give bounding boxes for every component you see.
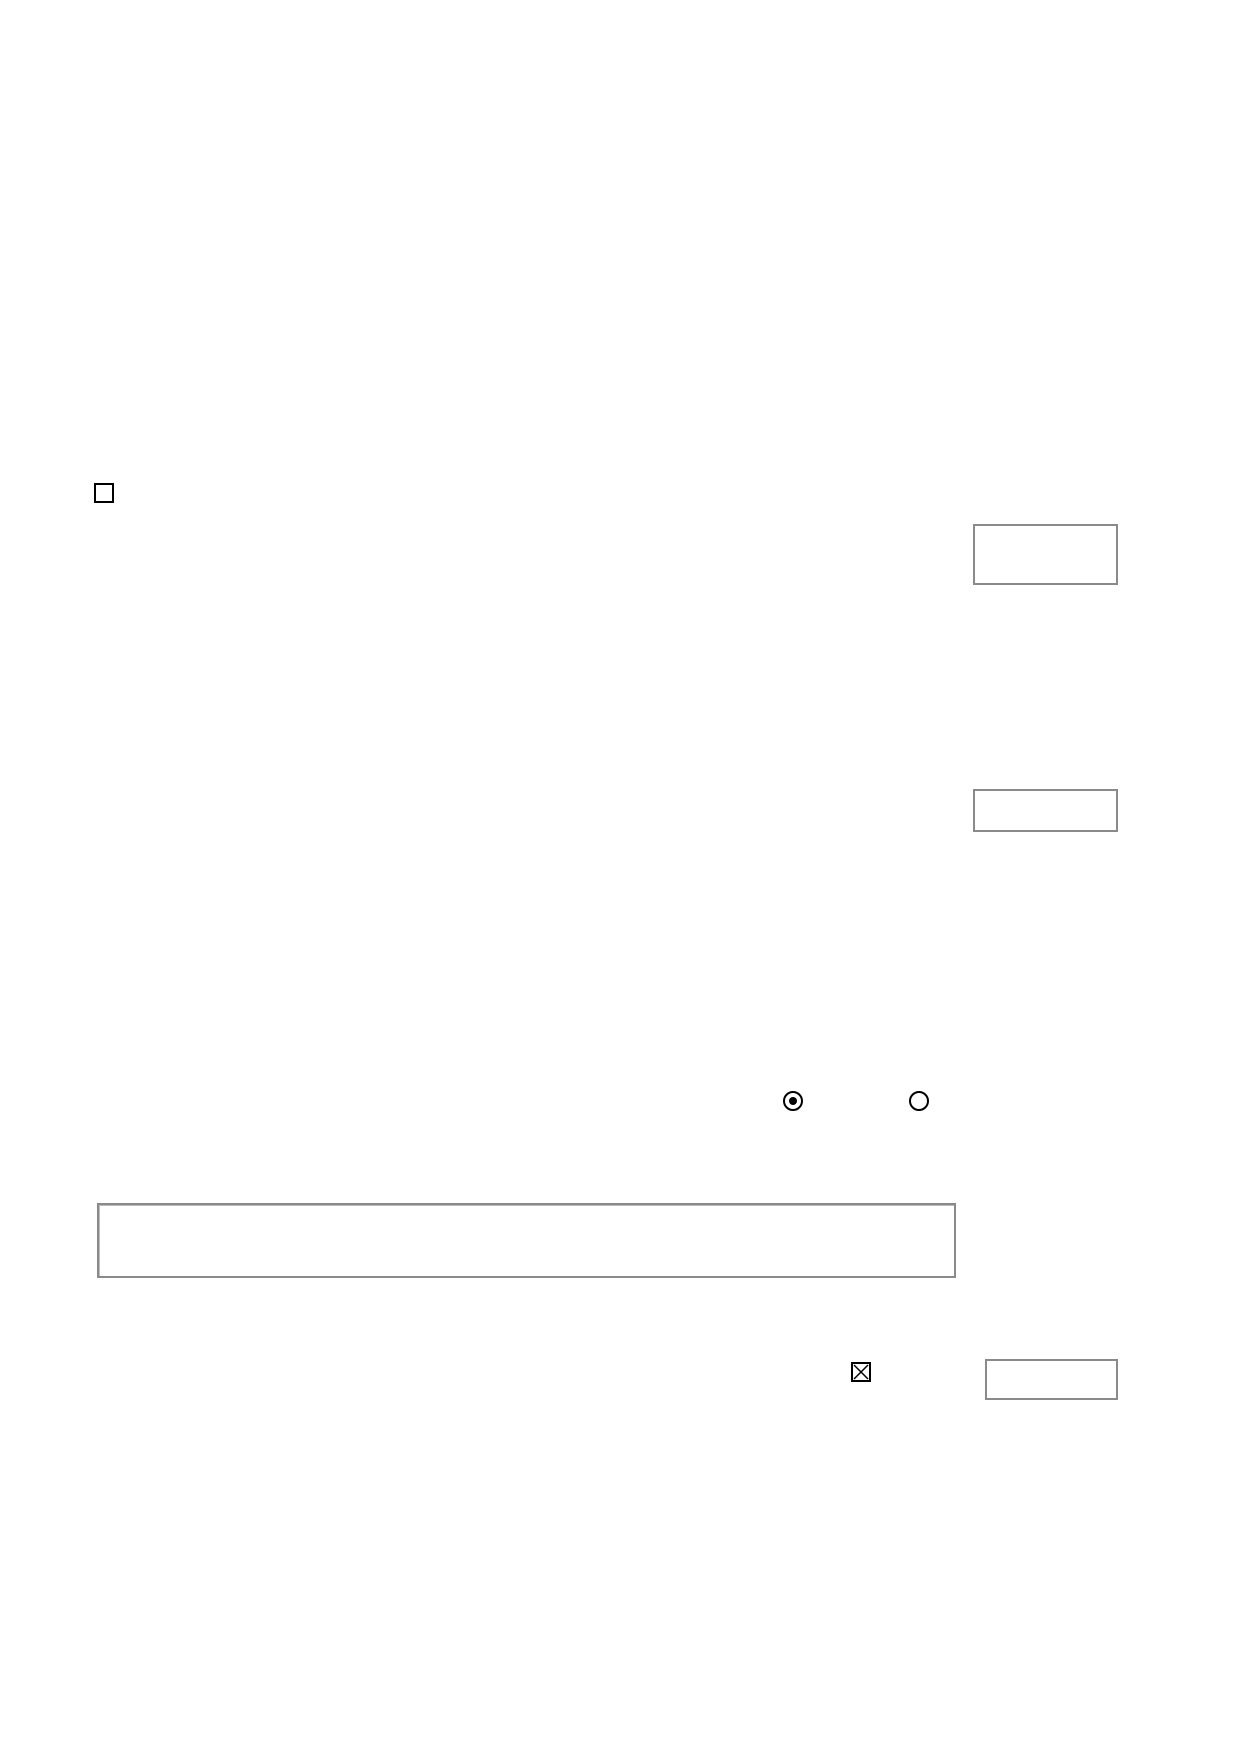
penalties-nil-checkbox[interactable] — [851, 1362, 871, 1382]
penalties-count-input[interactable] — [985, 1359, 1118, 1400]
other-directors-count-input[interactable] — [973, 789, 1118, 832]
checkbox-cross-icon — [853, 1364, 869, 1380]
reasons-textarea[interactable] — [97, 1203, 956, 1278]
compliance-yes-radio[interactable] — [783, 1091, 803, 1111]
compliance-no-radio[interactable] — [909, 1091, 929, 1111]
remuneration-nil-checkbox[interactable] — [94, 483, 114, 503]
md-count-input[interactable] — [973, 524, 1118, 585]
